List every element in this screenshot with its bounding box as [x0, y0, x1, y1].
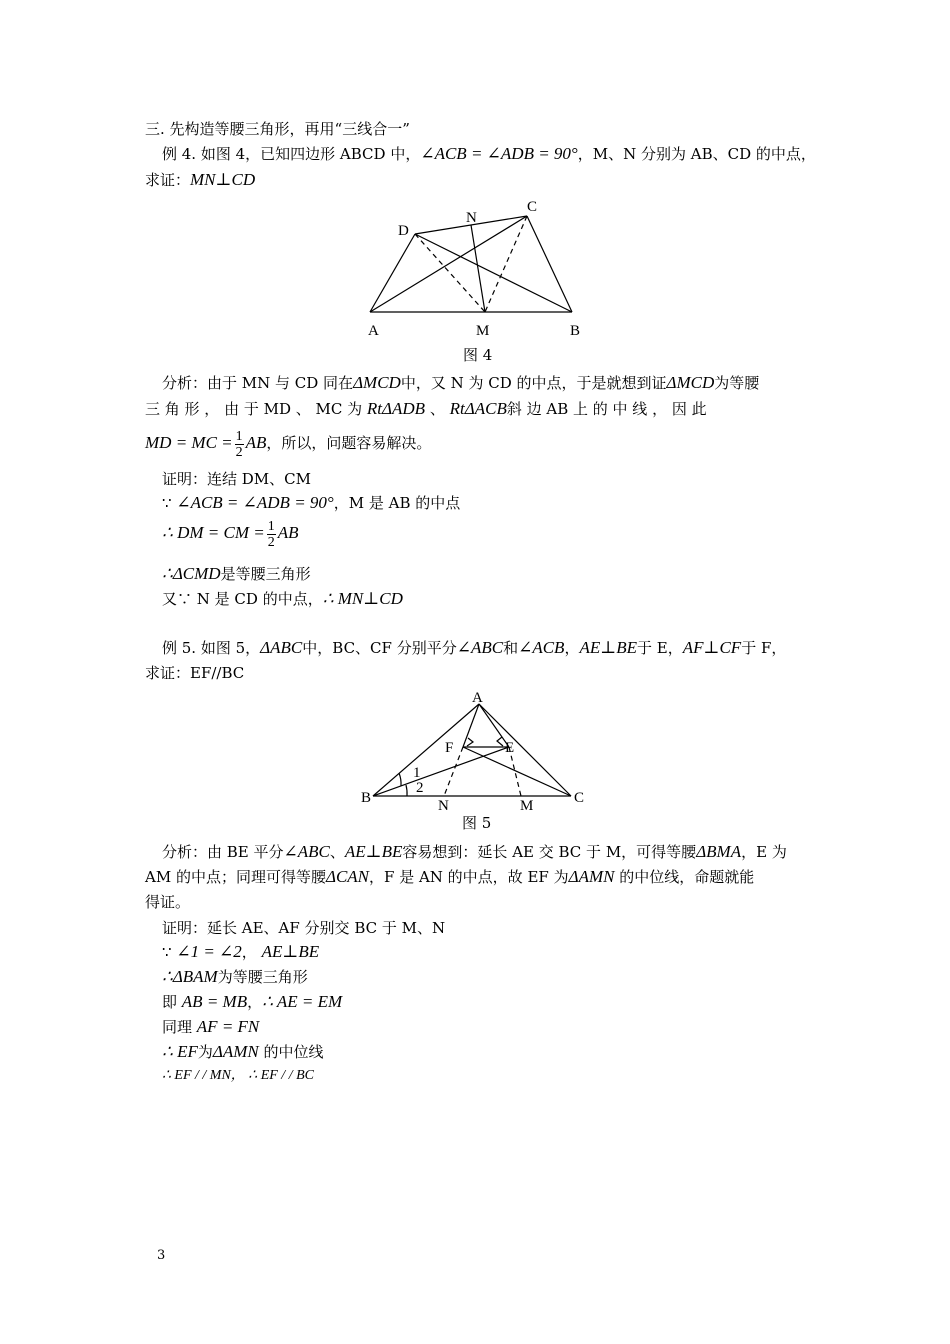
example5-proof-line1: 证明：延长 AE、AF 分别交 BC 于 M、N	[162, 919, 446, 937]
label-a: A	[368, 323, 379, 339]
example4-analysis-line1: 分析：由于 MN 与 CD 同在ΔMCD中，又 N 为 CD 的中点，于是就想到证ΔMCD为等腰	[162, 373, 760, 392]
segment-ac	[370, 216, 527, 312]
segment-cf	[463, 747, 571, 796]
example5-analysis-line2: AM 的中点；同理可得等腰ΔCAN，F 是 AN 的中点，故 EF 为ΔAMN 的中位线，命题就能	[145, 867, 755, 886]
example4-proof-line2: ∵ ∠ACB = ∠ADB = 90°，M 是 AB 的中点	[162, 493, 461, 512]
example4-proof-line3: ∴ DM = CM = $\frac{1}{2}$ AB	[162, 518, 299, 550]
segment-be	[373, 747, 509, 796]
label-b: B	[570, 323, 581, 339]
label-a: A	[472, 690, 483, 706]
figure-4-diagram	[360, 195, 600, 345]
fraction-half: $\frac{1}{2}$	[235, 428, 243, 460]
goal-formula: MN⊥CD	[190, 170, 256, 189]
label-b: B	[361, 790, 372, 806]
example5-analysis-line1: 分析：由 BE 平分∠ABC、AE⊥BE容易想到：延长 AE 交 BC 于 M，可得等腰ΔBMA，E 为	[162, 842, 787, 861]
segment-ac	[479, 704, 571, 796]
example5-proof-line5: 同理 AF = FN	[162, 1017, 260, 1036]
label-c: C	[527, 199, 538, 215]
figure-5-caption: 图 5	[462, 814, 492, 832]
example5-proof-line2: ∵ ∠1 = ∠2， AE⊥BE	[162, 942, 320, 961]
label-d: D	[398, 223, 409, 239]
segment-bc	[527, 216, 572, 312]
angle-1-arc	[399, 773, 401, 786]
label-m: M	[520, 798, 534, 814]
label-m: M	[476, 323, 490, 339]
example4-proof-line5: 又∵ N 是 CD 的中点，∴ MN⊥CD	[162, 589, 403, 608]
angle-condition: ∠ACB = ∠ADB = 90°	[420, 144, 578, 163]
label-n: N	[466, 210, 477, 226]
label-2: 2	[416, 780, 424, 796]
segment-cm-dashed	[485, 216, 527, 312]
label-n: N	[438, 798, 449, 814]
example5-analysis-line3: 得证。	[145, 893, 191, 911]
section-heading: 三. 先构造等腰三角形，再用“三线合一”	[145, 120, 410, 138]
page-number: 3	[157, 1248, 166, 1263]
example5-statement-line2: 求证：EF//BC	[145, 664, 245, 682]
right-angle-mark-f	[467, 738, 473, 746]
label-f: F	[445, 740, 454, 756]
example5-proof-line6: ∴ EF为ΔAMN 的中位线	[162, 1042, 324, 1061]
example5-proof-line4: 即 AB = MB，∴ AE = EM	[162, 992, 343, 1011]
example4-analysis-line2: 三 角 形 ， 由 于 MD 、 MC 为 RtΔADB 、 RtΔACB斜 边 AB 上 的 中 线 ， 因 此	[145, 399, 707, 418]
example5-statement-line1: 例 5. 如图 5，ΔABC中，BC、CF 分别平分∠ABC和∠ACB，AE⊥BE于 E，AF⊥CF于 F，	[162, 638, 787, 657]
segment-da	[370, 234, 415, 312]
segment-bd	[415, 234, 572, 312]
figure-5-diagram	[355, 686, 595, 814]
example4-statement-line1: 例 4. 如图 4，已知四边形 ABCD 中，∠ACB = ∠ADB = 90°，M、N 分别为 AB、CD 的中点，	[162, 144, 816, 163]
right-angle-mark-e	[497, 737, 503, 746]
example5-proof-line7: ∴ EF / / MN， ∴ EF / / BC	[162, 1068, 314, 1083]
segment-mn	[471, 225, 485, 312]
example5-proof-line3: ∴ΔBAM为等腰三角形	[162, 967, 308, 986]
label-1: 1	[413, 765, 421, 781]
example4-analysis-line3: MD = MC = $\frac{1}{2}$ AB，所以，问题容易解决。	[145, 428, 432, 460]
angle-2-arc	[406, 785, 407, 796]
label-c: C	[574, 790, 585, 806]
segment-ab	[373, 704, 479, 796]
example4-statement-line2: 求证：MN⊥CD	[145, 170, 256, 189]
label-e: E	[505, 740, 515, 756]
example4-proof-line1: 证明：连结 DM、CM	[162, 470, 311, 488]
figure-4-caption: 图 4	[463, 346, 493, 364]
example4-proof-line4: ∴ΔCMD是等腰三角形	[162, 564, 311, 583]
